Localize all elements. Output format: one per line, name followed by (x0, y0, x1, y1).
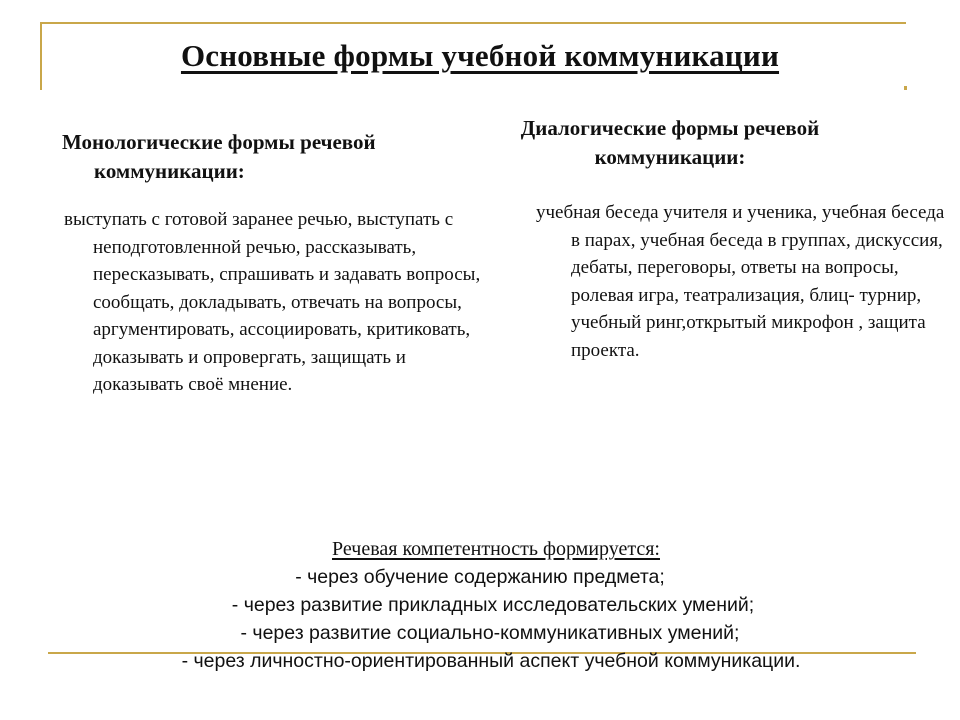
speech-competence-list (0, 563, 960, 675)
frame-top-line (40, 22, 906, 24)
list-item: - через обучение содержанию предмета; (295, 566, 665, 588)
list-item: - через развитие прикладных исследовательских умений; (231, 594, 755, 616)
frame-right-tick (904, 86, 907, 90)
slide-title: Основные формы учебной коммуникации (180, 38, 780, 73)
monologic-forms-text: выступать с готовой заранее речью, выступать с неподготовленной речью, рассказывать, пересказывать, спрашивать и задавать вопросы, сообщать, докладывать, отвечать на вопросы, аргументировать, ассоциировать, критиковать, доказывать и опровергать, защищать и доказывать своё мнение. (64, 209, 481, 395)
list-item: - через личностно-ориентированный аспект учебной коммуникации. (181, 650, 801, 672)
monologic-forms-heading: Монологические формы речевой коммуникации: (62, 130, 376, 183)
dialogic-forms-heading: Диалогические формы речевой коммуникации: (520, 116, 820, 169)
speech-competence-section (0, 536, 960, 675)
speech-competence-heading: Речевая компетентность формируется: (332, 538, 660, 560)
list-item: - через развитие социально-коммуникативных умений; (240, 622, 740, 644)
dialogic-forms-text: учебная беседа учителя и ученика, учебная беседа в парах, учебная беседа в группах, дискуссия, дебаты, переговоры, ответы на вопросы, ролевая игра, театрализация, блиц- турнир, учебный ринг,открытый микрофон , защита проекта. (536, 202, 945, 361)
